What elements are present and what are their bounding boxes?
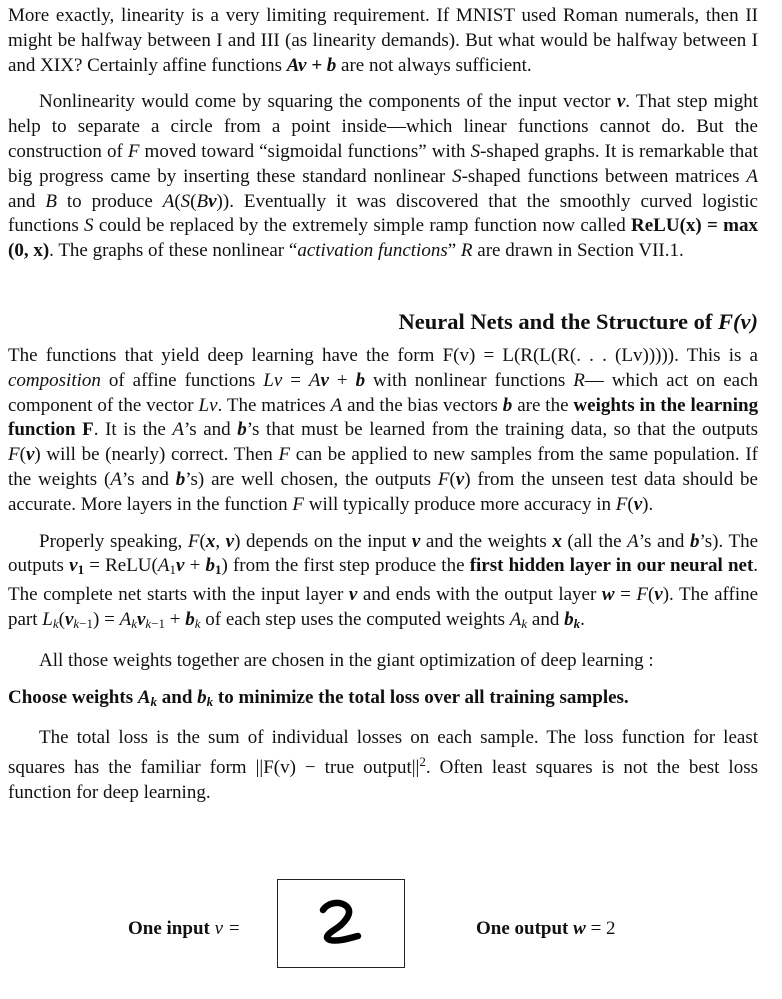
paragraph-structure: The functions that yield deep learning have the form F(v) = L(R(L(R(. . . (Lv))))). This is a composition of affine functions Lv = Av + b with nonlinear functions R— which act on each component of the vector Lv. The matrices A and the bias vectors b are the weights in the learning function F. It is the A’s and b’s that must be learned from the training data, so that the outputs F(v) will be (nearly) correct. Then F can be applied to new samples from the same population. If the weights (A’s and b’s) are well chosen, the outputs F(v) from the unseen test data should be accurate. More layers in the function F will typically produce more accuracy in F(v). xyxy=(8,344,759,515)
math-affine: Av + b xyxy=(286,54,337,76)
loss-formula: ||F(v) − true output|| xyxy=(255,757,420,779)
weights-phrase: weights in the learning function F xyxy=(8,394,759,441)
highlight-statement: Choose weights $A_k$ and $b_k$ to minimize the total loss over all training samples. xyxy=(8,686,629,709)
digit-image xyxy=(277,879,405,968)
handwritten-digit-2-icon xyxy=(278,880,404,967)
paragraph-linearity: More exactly, linearity is a very limiting requirement. If MNIST used Roman numerals, then II might be halfway between I and III (as linearity demands). But what would be halfway between I and XIX? Certainly affine functions Av + b are not always sufficient. xyxy=(8,5,758,76)
composition-formula: F(v) = L(R(L(R(. . . (Lv))))). xyxy=(442,344,679,366)
output-label: One output w = 2 xyxy=(476,918,616,939)
input-label: One input v = xyxy=(128,918,241,939)
paragraph-hidden-layer: Properly speaking, F(x, v) depends on the input v and the weights x (all the A’s and b’s). The outputs $v_1$ = $ReLU(A_1v + b_1)$ from the first step produce the first hidden layer in our neural net. The complete net starts with the input layer v and ends with the output layer w = F(v). The affine part $L_k(v_{k-1}) = A_kv_{k-1} + b_k$ of each step uses the computed weights $A_k$ and $b_k$. xyxy=(8,530,759,631)
relu-formula: ReLU(x) = max (0, x) xyxy=(8,215,759,262)
paragraph-loss: The total loss is the sum of individual losses on each sample. The loss function for least squares has the familiar form ||F(v) − true $output||^2$. Often least squares is not the best loss function for deep learning. xyxy=(8,726,758,804)
section-heading: Neural Nets and the Structure of F(v) xyxy=(398,308,758,334)
paragraph-nonlinearity: Nonlinearity would come by squaring the components of the input vector v. That step might help to separate a circle from a point inside—which linear functions cannot do. But the construction of F moved toward “sigmoidal functions” with S-shaped graphs. It is remarkable that big progress came by inserting these standard nonlinear S-shaped functions between matrices A and B to produce A(S(Bv)). Eventually it was discovered that the smoothly curved logistic functions S could be replaced by the extremely simple ramp function now called ReLU(x) = max (0, x). The graphs of these nonlinear “activation functions” R are drawn in Section VII.1. xyxy=(8,91,759,262)
mnist-figure xyxy=(0,874,782,999)
page-content xyxy=(8,4,758,806)
paragraph-optimization: All those weights together are chosen in the giant optimization of deep learning : xyxy=(39,649,654,671)
